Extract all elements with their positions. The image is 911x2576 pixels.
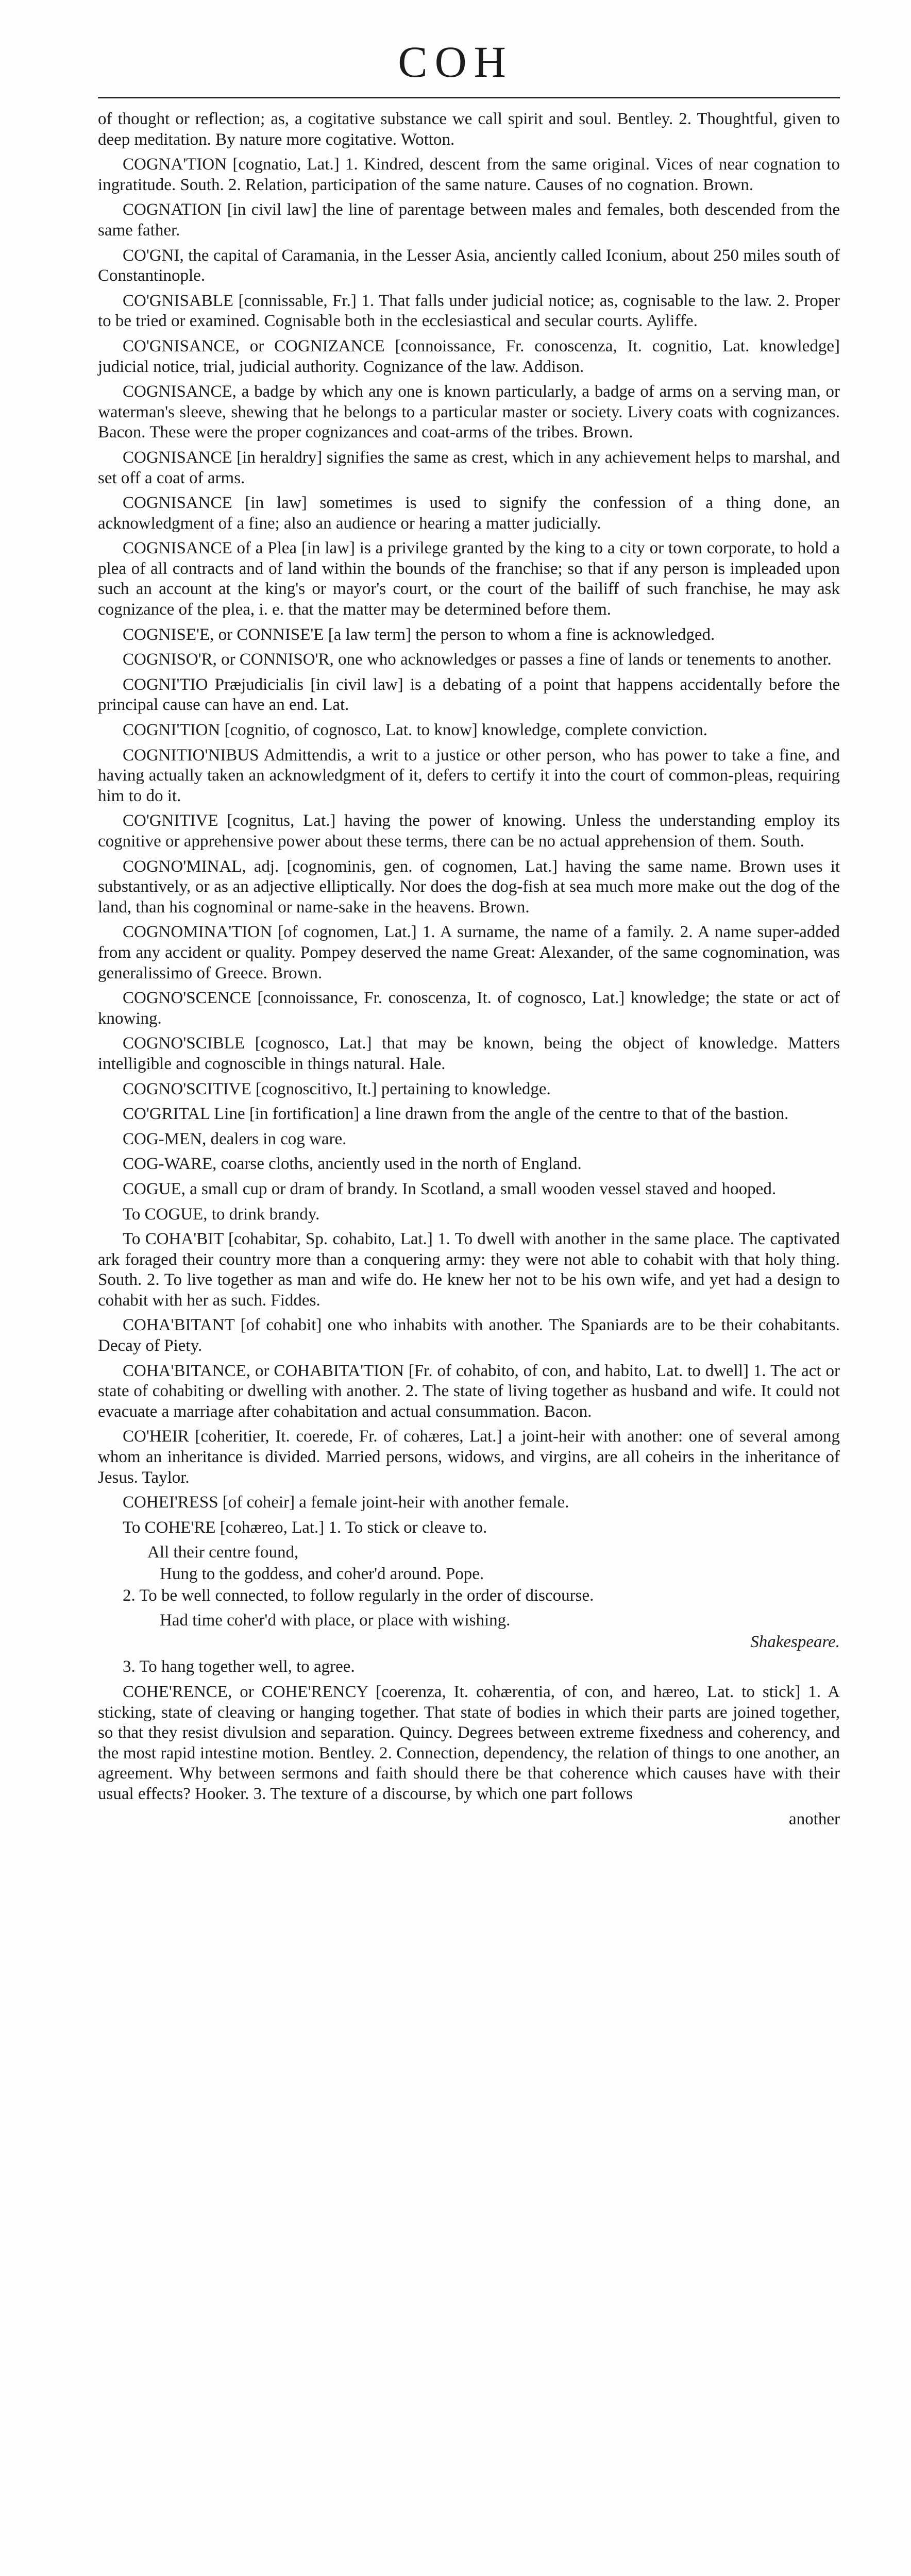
dictionary-entry: COHEI'RESS [of coheir] a female joint-heir with another female. <box>123 1493 569 1512</box>
dictionary-entry: COGNITIO'NIBUS Admittendis, a writ to a justice or other person, who has power to take a fine, and having actually taken an acknowledgment of it, defers to certify it into the court of common-pleas, requiring him to do it. <box>98 745 840 805</box>
dictionary-entry: COGNISANCE of a Plea [in law] is a privilege granted by the king to a city or town corporate, to hold a plea of all contracts and of land within the bounds of the franchise; so that if any person is impleaded upon such an account at the king's or mayor's court, or the court of the bailiff of such franchise, he may ask cognizance of the plea, i. e. that the matter may be determined before them. <box>98 539 840 619</box>
verse-citation: Shakespeare. <box>750 1632 840 1651</box>
dictionary-entry: COGNATION [in civil law] the line of parentage between males and females, both descended from the same father. <box>98 200 840 240</box>
dictionary-entry: COGNISE'E, or CONNISE'E [a law term] the person to whom a fine is acknowledged. <box>123 625 715 644</box>
verse-line: All their centre found, <box>147 1543 299 1562</box>
page-header: COH <box>398 37 513 87</box>
dictionary-entry: To COGUE, to drink brandy. <box>123 1205 320 1224</box>
dictionary-entry: COGNO'SCENCE [connoissance, Fr. conoscenza, It. of cognosco, Lat.] knowledge; the state or act of knowing. <box>98 989 840 1028</box>
verse-line: Hung to the goddess, and coher'd around. Pope. <box>160 1565 484 1583</box>
dictionary-entry: COGUE, a small cup or dram of brandy. In Scotland, a small wooden vessel staved and hooped. <box>123 1179 777 1198</box>
dictionary-entry: COGNO'SCIBLE [cognosco, Lat.] that may be known, being the object of knowledge. Matters intelligible and cognoscible in things natural. Hale. <box>98 1034 840 1073</box>
dictionary-entry: COGNA'TION [cognatio, Lat.] 1. Kindred, descent from the same original. Vices of near cognation to ingratitude. South. 2. Relation, participation of the same nature. Causes of no cognation. Brown. <box>98 155 840 194</box>
dictionary-entry: COG-MEN, dealers in cog ware. <box>123 1129 347 1148</box>
dictionary-entry: COHA'BITANCE, or COHABITA'TION [Fr. of cohabito, of con, and habito, Lat. to dwell] 1. The act or state of cohabiting or dwelling with another. 2. The state of living together as husband and wife. It could not evacuate a marriage after cohabitation and actual consummation. Bacon. <box>98 1361 840 1421</box>
dictionary-entry: COGNOMINA'TION [of cognomen, Lat.] 1. A surname, the name of a family. 2. A name super-added from any accident or quality. Pompey deserved the name Great: Alexander, of the same cognomination, was generalissimo of Greece. Brown. <box>98 923 840 982</box>
dictionary-entry: CO'GNISANCE, or COGNIZANCE [connoissance, Fr. conoscenza, It. cognitio, Lat. knowledge] judicial notice, trial, judicial authority. Cognizance of the law. Addison. <box>98 336 840 376</box>
header-rule <box>98 97 840 98</box>
dictionary-entry: of thought or reflection; as, a cogitative substance we call spirit and soul. Bentley. 2. Thoughtful, given to deep meditation. By nature more cogitative. Wotton. <box>98 110 840 149</box>
dictionary-entry: COHA'BITANT [of cohabit] one who inhabits with another. The Spaniards are to be their cohabitants. Decay of Piety. <box>98 1316 840 1355</box>
dictionary-entry: CO'GNITIVE [cognitus, Lat.] having the power of knowing. Unless the understanding employ its cognitive or apprehensive power about these terms, there can be no actual apprehension of them. South. <box>98 811 840 851</box>
dictionary-entry: COGNISO'R, or CONNISO'R, one who acknowledges or passes a fine of lands or tenements to another. <box>123 650 832 669</box>
dictionary-entry: 3. To hang together well, to agree. <box>123 1657 355 1676</box>
dictionary-entry: COGNI'TIO Præjudicialis [in civil law] is a debating of a point that happens accidentally before the principal cause can have an end. Lat. <box>98 675 840 715</box>
dictionary-entry: COG-WARE, coarse cloths, anciently used in the north of England. <box>123 1155 582 1174</box>
dictionary-entry: CO'GNISABLE [connissable, Fr.] 1. That falls under judicial notice; as, cognisable to the law. 2. Proper to be tried or examined. Cognisable both in the ecclesiastical and secular courts. Ayliffe. <box>98 291 840 331</box>
dictionary-entry: COGNO'SCITIVE [cognoscitivo, It.] pertaining to knowledge. <box>123 1079 551 1098</box>
dictionary-entry: COGNISANCE [in law] sometimes is used to signify the confession of a thing done, an acknowledgment of a fine; also an audience or hearing a matter judicially. <box>98 494 840 533</box>
dictionary-entry: CO'HEIR [coheritier, It. coerede, Fr. of cohæres, Lat.] a joint-heir with another: one of several among whom an inheritance is divided. Married persons, widows, and virgins, are all coheirs in the inheritance of Jesus. Taylor. <box>98 1427 840 1487</box>
entries-column <box>98 109 840 1829</box>
dictionary-entry: To COHA'BIT [cohabitar, Sp. cohabito, Lat.] 1. To dwell with another in the same place. The captivated ark foraged their country more than a conquering army: they were not able to cohabit with that holy thing. South. 2. To live together as man and wife do. He knew her not to be his own wife, and yet had a design to cohabit with her as such. Fiddes. <box>98 1230 840 1310</box>
dictionary-entry: COGNISANCE [in heraldry] signifies the same as crest, which in any achievement helps to marshal, and set off a coat of arms. <box>98 448 840 487</box>
dictionary-entry: COGNO'MINAL, adj. [cognominis, gen. of cognomen, Lat.] having the same name. Brown uses it substantively, or as an adjective elliptically. Nor does the dog-fish at sea much more make out the dog of the land, than his cognominal or name-sake in the heavens. Brown. <box>98 857 840 917</box>
dictionary-entry: CO'GRITAL Line [in fortification] a line drawn from the angle of the centre to that of the bastion. <box>123 1105 789 1124</box>
dictionary-entry: CO'GNI, the capital of Caramania, in the Lesser Asia, anciently called Iconium, about 250 miles south of Constantinople. <box>98 246 840 285</box>
entries-list <box>98 109 840 1538</box>
verse-line: Had time coher'd with place, or place with wishing. <box>160 1611 511 1630</box>
dictionary-entry: COHE'RENCE, or COHE'RENCY [coerenza, It. cohærentia, of con, and hæreo, Lat. to stick] 1. A sticking, state of cleaving or hanging together. That state of bodies in which their parts are joined together, so that they resist divulsion and separation. Quincy. Degrees between extreme fixedness and coherency, and the most rapid intestine motion. Bentley. 2. Connection, dependency, the relation of things to one another, an agreement. Why between sermons and faith should there be that coherence which causes have with their usual effects? Hooker. 3. The texture of a discourse, by which one part follows <box>98 1682 840 1803</box>
dictionary-entry: 2. To be well connected, to follow regularly in the order of discourse. <box>123 1586 594 1605</box>
dictionary-entry: To COHE'RE [cohæreo, Lat.] 1. To stick or cleave to. <box>123 1518 487 1537</box>
dictionary-entry: COGNI'TION [cognitio, of cognosco, Lat. to know] knowledge, complete conviction. <box>123 721 708 740</box>
catchword: another <box>789 1809 840 1828</box>
dictionary-entry: COGNISANCE, a badge by which any one is known particularly, a badge of arms on a serving man, or waterman's sleeve, shewing that he belongs to a particular master or society. Livery coats with cognizances. Bacon. These were the proper cognizances and coat-arms of the tribes. Brown. <box>98 382 840 442</box>
